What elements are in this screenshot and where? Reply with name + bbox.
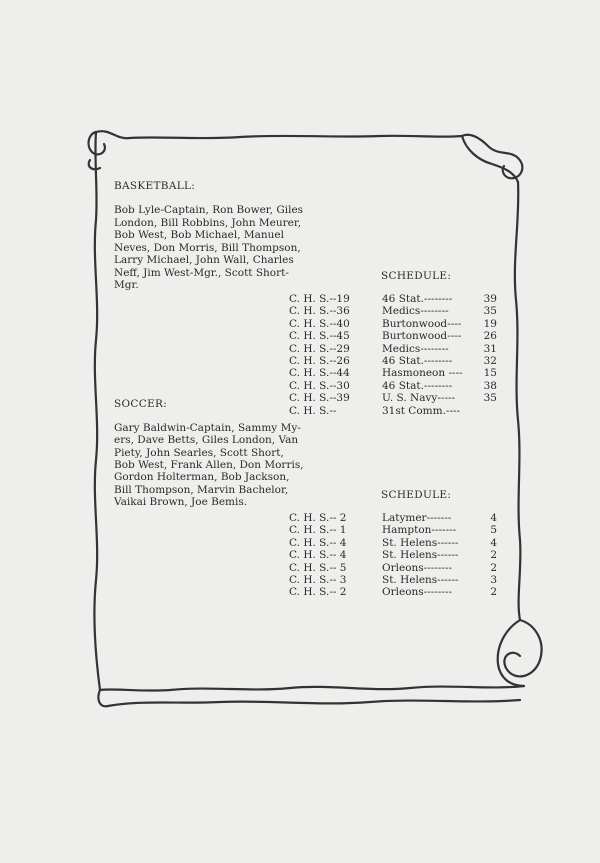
opponent-score: 5 <box>490 524 497 537</box>
roster-line: Neves, Don Morris, Bill Thompson, <box>114 241 301 254</box>
chs-score: C. H. S.--26 <box>289 355 350 367</box>
roster-line: Vaikai Brown, Joe Bemis. <box>114 495 248 508</box>
chs-score: C. H. S.-- 2 <box>289 512 347 524</box>
schedule-row <box>289 586 497 599</box>
opponent-score: 32 <box>483 355 497 367</box>
roster-line: Larry Michael, John Wall, Charles <box>114 254 294 266</box>
schedule-row <box>289 318 497 331</box>
opponent-name: Burtonwood---- <box>382 317 462 330</box>
chs-score: C. H. S.--36 <box>289 305 350 318</box>
schedule-row <box>289 392 497 405</box>
opponent-score: 38 <box>483 379 497 392</box>
chs-score: C. H. S.--30 <box>289 379 350 392</box>
opponent-score: 2 <box>490 561 497 574</box>
basketball-schedule-heading: SCHEDULE: <box>381 270 452 282</box>
opponent-score: 35 <box>483 305 497 318</box>
opponent-name: St. Helens------ <box>382 549 459 562</box>
opponent-name: 46 Stat.-------- <box>382 379 453 392</box>
opponent-score: 19 <box>483 317 497 330</box>
opponent-score: 26 <box>483 330 497 343</box>
chs-score: C. H. S.-- 1 <box>289 524 347 537</box>
schedule-row <box>289 330 497 343</box>
schedule-row <box>289 405 497 418</box>
opponent-score: 39 <box>483 293 497 305</box>
chs-score: C. H. S.-- 3 <box>289 574 347 586</box>
schedule-row <box>289 524 497 537</box>
soccer-schedule-heading: SCHEDULE: <box>381 489 452 501</box>
opponent-score: 31 <box>483 342 497 355</box>
roster-line: Bob Lyle-Captain, Ron Bower, Giles <box>114 204 304 216</box>
opponent-name: St. Helens------ <box>382 536 459 549</box>
schedule-row <box>289 305 497 318</box>
chs-score: C. H. S.-- <box>289 404 337 417</box>
roster-line: London, Bill Robbins, John Meurer, <box>114 216 302 229</box>
opponent-name: Orleons-------- <box>382 561 453 574</box>
opponent-name: 46 Stat.-------- <box>382 293 453 305</box>
schedule-row <box>289 512 497 525</box>
opponent-score: 4 <box>490 536 497 549</box>
opponent-name: Medics-------- <box>382 305 449 318</box>
schedule-row <box>289 562 497 575</box>
opponent-score: 2 <box>490 549 497 562</box>
schedule-row <box>289 537 497 550</box>
basketball-heading: BASKETBALL: <box>114 180 196 192</box>
chs-score: C. H. S.-- 4 <box>289 549 347 562</box>
roster-line: Gordon Holterman, Bob Jackson, <box>114 471 290 484</box>
chs-score: C. H. S.--29 <box>289 342 350 355</box>
schedule-row <box>289 574 497 587</box>
schedule-row <box>289 343 497 356</box>
chs-score: C. H. S.--44 <box>289 367 350 380</box>
roster-line: Bill Thompson, Marvin Bachelor, <box>114 483 289 496</box>
opponent-score: 4 <box>490 512 497 524</box>
opponent-name: U. S. Navy----- <box>382 392 456 405</box>
opponent-name: St. Helens------ <box>382 574 459 586</box>
opponent-score: 35 <box>483 392 497 405</box>
opponent-score: 2 <box>490 586 497 599</box>
opponent-name: 46 Stat.-------- <box>382 355 453 367</box>
opponent-name: Orleons-------- <box>382 586 453 599</box>
opponent-score: 3 <box>490 574 497 586</box>
opponent-name: Hasmoneon ---- <box>382 367 463 380</box>
roster-line: Mgr. <box>114 279 139 291</box>
chs-score: C. H. S.--45 <box>289 330 350 343</box>
opponent-name: 31st Comm.---- <box>382 404 461 417</box>
roster-line: Gary Baldwin-Captain, Sammy My- <box>114 422 301 434</box>
roster-line: Bob West, Frank Allen, Don Morris, <box>114 458 304 471</box>
roster-line: ers, Dave Betts, Giles London, Van <box>114 434 299 447</box>
chs-score: C. H. S.--40 <box>289 317 350 330</box>
schedule-row <box>289 367 497 380</box>
schedule-row <box>289 549 497 562</box>
opponent-name: Medics-------- <box>382 342 449 355</box>
chs-score: C. H. S.-- 4 <box>289 536 347 549</box>
roster-line: Piety, John Searles, Scott Short, <box>114 446 284 459</box>
opponent-name: Latymer------- <box>382 512 452 524</box>
chs-score: C. H. S.-- 5 <box>289 561 347 574</box>
schedule-row <box>289 380 497 393</box>
schedule-row <box>289 293 497 306</box>
opponent-score: 15 <box>483 367 497 380</box>
chs-score: C. H. S.--19 <box>289 293 350 305</box>
soccer-heading: SOCCER: <box>114 398 168 410</box>
chs-score: C. H. S.--39 <box>289 392 350 405</box>
opponent-name: Hampton------- <box>382 524 457 537</box>
opponent-name: Burtonwood---- <box>382 330 462 343</box>
roster-line: Neff, Jim West-Mgr., Scott Short- <box>114 266 289 279</box>
chs-score: C. H. S.-- 2 <box>289 586 347 599</box>
schedule-row <box>289 355 497 368</box>
roster-line: Bob West, Bob Michael, Manuel <box>114 229 284 241</box>
